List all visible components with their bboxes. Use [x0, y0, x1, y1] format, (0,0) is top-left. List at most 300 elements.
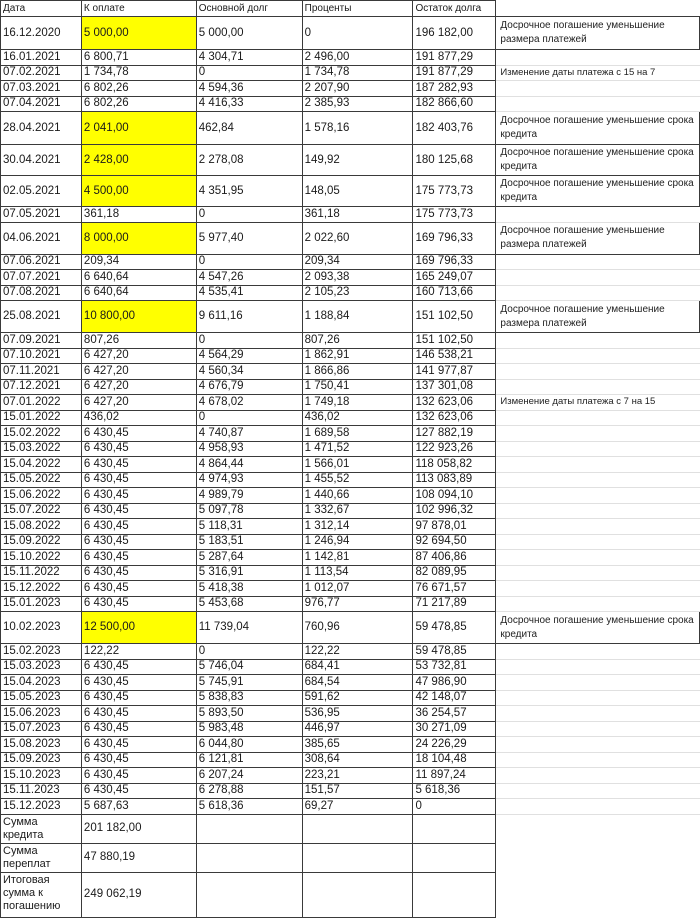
interest-cell[interactable]: 536,95 [302, 706, 413, 722]
payment-cell[interactable]: 12 500,00 [81, 612, 196, 644]
principal-cell[interactable]: 4 958,93 [196, 441, 302, 457]
empty-cell[interactable] [413, 814, 496, 843]
balance-cell[interactable]: 191 877,29 [413, 65, 496, 81]
interest-cell[interactable]: 1 440,66 [302, 488, 413, 504]
interest-cell[interactable]: 1 246,94 [302, 534, 413, 550]
principal-cell[interactable]: 0 [196, 410, 302, 426]
interest-cell[interactable]: 1 862,91 [302, 348, 413, 364]
interest-cell[interactable]: 684,41 [302, 659, 413, 675]
interest-cell[interactable]: 1 749,18 [302, 395, 413, 411]
date-cell[interactable]: 07.01.2022 [1, 395, 82, 411]
date-cell[interactable]: 15.01.2023 [1, 596, 82, 612]
date-cell[interactable]: 07.11.2021 [1, 364, 82, 380]
balance-cell[interactable]: 36 254,57 [413, 706, 496, 722]
note-cell[interactable] [496, 644, 700, 660]
note-cell[interactable] [496, 333, 700, 349]
interest-cell[interactable]: 591,62 [302, 690, 413, 706]
principal-cell[interactable]: 6 044,80 [196, 737, 302, 753]
payment-cell[interactable]: 122,22 [81, 644, 196, 660]
interest-cell[interactable]: 2 385,93 [302, 96, 413, 112]
date-cell[interactable]: 07.05.2021 [1, 207, 82, 223]
principal-cell[interactable]: 5 745,91 [196, 675, 302, 691]
interest-cell[interactable]: 209,34 [302, 254, 413, 270]
balance-cell[interactable]: 132 623,06 [413, 410, 496, 426]
note-cell[interactable] [496, 457, 700, 473]
empty-cell[interactable] [196, 814, 302, 843]
payment-cell[interactable]: 2 041,00 [81, 112, 196, 145]
table-row [1, 112, 700, 145]
date-cell[interactable]: 15.05.2023 [1, 690, 82, 706]
payment-cell[interactable]: 807,26 [81, 333, 196, 349]
payment-cell[interactable]: 6 430,45 [81, 596, 196, 612]
date-cell[interactable]: 15.08.2023 [1, 737, 82, 753]
payment-cell[interactable]: 6 430,45 [81, 783, 196, 799]
note-cell[interactable]: Изменение даты платежа с 15 на 7 [496, 65, 700, 81]
date-cell[interactable]: 15.09.2022 [1, 534, 82, 550]
balance-cell[interactable]: 5 618,36 [413, 783, 496, 799]
date-cell[interactable]: 15.12.2023 [1, 799, 82, 815]
principal-cell[interactable]: 0 [196, 254, 302, 270]
balance-cell[interactable]: 30 271,09 [413, 721, 496, 737]
principal-cell[interactable]: 5 118,31 [196, 519, 302, 535]
table-row [1, 364, 700, 380]
principal-cell[interactable]: 5 316,91 [196, 565, 302, 581]
balance-cell[interactable]: 71 217,89 [413, 596, 496, 612]
payment-cell[interactable]: 6 430,45 [81, 457, 196, 473]
balance-cell[interactable]: 11 897,24 [413, 768, 496, 784]
note-cell[interactable] [496, 207, 700, 223]
interest-cell[interactable]: 436,02 [302, 410, 413, 426]
balance-cell[interactable]: 169 796,33 [413, 254, 496, 270]
balance-cell[interactable]: 24 226,29 [413, 737, 496, 753]
interest-cell[interactable]: 361,18 [302, 207, 413, 223]
date-cell[interactable]: 15.03.2023 [1, 659, 82, 675]
summary-value[interactable]: 249 062,19 [81, 872, 196, 917]
payment-cell[interactable]: 6 427,20 [81, 348, 196, 364]
table-row [1, 145, 700, 176]
principal-cell[interactable]: 4 678,02 [196, 395, 302, 411]
note-cell[interactable]: Изменение даты платежа с 7 на 15 [496, 395, 700, 411]
date-cell[interactable]: 30.04.2021 [1, 145, 82, 176]
date-cell[interactable]: 15.06.2022 [1, 488, 82, 504]
interest-cell[interactable]: 1 689,58 [302, 426, 413, 442]
note-cell[interactable] [496, 472, 700, 488]
interest-cell[interactable]: 122,22 [302, 644, 413, 660]
note-cell[interactable] [496, 690, 700, 706]
principal-cell[interactable]: 0 [196, 644, 302, 660]
header-balance[interactable]: Остаток долга [413, 1, 496, 17]
note-cell[interactable]: Досрочное погашение уменьшение срока кредита [496, 112, 700, 145]
empty-cell[interactable] [196, 872, 302, 917]
principal-cell[interactable]: 4 564,29 [196, 348, 302, 364]
interest-cell[interactable]: 2 105,23 [302, 285, 413, 301]
balance-cell[interactable]: 102 996,32 [413, 503, 496, 519]
empty-note-cell [496, 872, 700, 917]
payment-cell[interactable]: 6 430,45 [81, 659, 196, 675]
empty-cell[interactable] [302, 843, 413, 872]
balance-cell[interactable]: 82 089,95 [413, 565, 496, 581]
principal-cell[interactable]: 0 [196, 333, 302, 349]
note-cell[interactable] [496, 550, 700, 566]
balance-cell[interactable]: 59 478,85 [413, 612, 496, 644]
balance-cell[interactable]: 160 713,66 [413, 285, 496, 301]
principal-cell[interactable]: 4 416,33 [196, 96, 302, 112]
empty-note-cell [496, 814, 700, 843]
principal-cell[interactable]: 5 287,64 [196, 550, 302, 566]
balance-cell[interactable]: 0 [413, 799, 496, 815]
principal-cell[interactable]: 5 746,04 [196, 659, 302, 675]
balance-cell[interactable]: 137 301,08 [413, 379, 496, 395]
interest-cell[interactable]: 1 566,01 [302, 457, 413, 473]
payment-cell[interactable]: 6 800,71 [81, 50, 196, 66]
summary-row [1, 872, 700, 917]
balance-cell[interactable]: 151 102,50 [413, 301, 496, 333]
date-cell[interactable]: 15.07.2022 [1, 503, 82, 519]
interest-cell[interactable]: 2 022,60 [302, 222, 413, 254]
note-cell[interactable] [496, 581, 700, 597]
principal-cell[interactable]: 5 983,48 [196, 721, 302, 737]
principal-cell[interactable]: 462,84 [196, 112, 302, 145]
empty-cell[interactable] [413, 843, 496, 872]
note-cell[interactable] [496, 519, 700, 535]
summary-value[interactable]: 201 182,00 [81, 814, 196, 843]
interest-cell[interactable]: 0 [302, 17, 413, 50]
payment-cell[interactable]: 8 000,00 [81, 222, 196, 254]
date-cell[interactable]: 15.02.2022 [1, 426, 82, 442]
date-cell[interactable]: 07.03.2021 [1, 81, 82, 97]
balance-cell[interactable]: 146 538,21 [413, 348, 496, 364]
principal-cell[interactable]: 4 864,44 [196, 457, 302, 473]
interest-cell[interactable]: 760,96 [302, 612, 413, 644]
summary-label: Сумма кредита [1, 814, 82, 843]
header-date[interactable]: Дата [1, 1, 82, 17]
payment-cell[interactable]: 436,02 [81, 410, 196, 426]
principal-cell[interactable]: 2 278,08 [196, 145, 302, 176]
interest-cell[interactable]: 149,92 [302, 145, 413, 176]
balance-cell[interactable]: 76 671,57 [413, 581, 496, 597]
date-cell[interactable]: 10.02.2023 [1, 612, 82, 644]
interest-cell[interactable]: 1 578,16 [302, 112, 413, 145]
interest-cell[interactable]: 69,27 [302, 799, 413, 815]
principal-cell[interactable]: 4 676,79 [196, 379, 302, 395]
summary-value[interactable]: 47 880,19 [81, 843, 196, 872]
note-cell[interactable]: Досрочное погашение уменьшение размера платежей [496, 301, 700, 333]
interest-cell[interactable]: 2 207,90 [302, 81, 413, 97]
principal-cell[interactable]: 4 547,26 [196, 270, 302, 286]
table-row [1, 333, 700, 349]
balance-cell[interactable]: 127 882,19 [413, 426, 496, 442]
note-cell[interactable] [496, 254, 700, 270]
header-interest[interactable]: Проценты [302, 1, 413, 17]
interest-cell[interactable]: 446,97 [302, 721, 413, 737]
note-cell[interactable] [496, 426, 700, 442]
date-cell[interactable]: 15.12.2022 [1, 581, 82, 597]
interest-cell[interactable]: 1 332,67 [302, 503, 413, 519]
payment-cell[interactable]: 6 430,45 [81, 675, 196, 691]
principal-cell[interactable]: 5 097,78 [196, 503, 302, 519]
date-cell[interactable]: 15.09.2023 [1, 752, 82, 768]
note-cell[interactable] [496, 441, 700, 457]
principal-cell[interactable]: 5 893,50 [196, 706, 302, 722]
date-cell[interactable]: 15.02.2023 [1, 644, 82, 660]
note-cell[interactable] [496, 488, 700, 504]
principal-cell[interactable]: 4 974,93 [196, 472, 302, 488]
interest-cell[interactable]: 807,26 [302, 333, 413, 349]
table-row [1, 207, 700, 223]
note-cell[interactable] [496, 534, 700, 550]
date-cell[interactable]: 04.06.2021 [1, 222, 82, 254]
interest-cell[interactable]: 2 093,38 [302, 270, 413, 286]
note-cell[interactable]: Досрочное погашение уменьшение срока кредита [496, 612, 700, 644]
principal-cell[interactable]: 0 [196, 65, 302, 81]
payment-cell[interactable]: 6 430,45 [81, 441, 196, 457]
principal-cell[interactable]: 5 838,83 [196, 690, 302, 706]
note-cell[interactable] [496, 768, 700, 784]
date-cell[interactable]: 15.11.2022 [1, 565, 82, 581]
balance-cell[interactable]: 92 694,50 [413, 534, 496, 550]
table-row [1, 706, 700, 722]
note-cell[interactable] [496, 565, 700, 581]
balance-cell[interactable]: 132 623,06 [413, 395, 496, 411]
principal-cell[interactable]: 4 560,34 [196, 364, 302, 380]
note-cell[interactable] [496, 81, 700, 97]
note-cell[interactable] [496, 503, 700, 519]
principal-cell[interactable]: 5 453,68 [196, 596, 302, 612]
date-cell[interactable]: 07.10.2021 [1, 348, 82, 364]
note-cell[interactable]: Досрочное погашение уменьшение срока кредита [496, 145, 700, 176]
interest-cell[interactable]: 1 113,54 [302, 565, 413, 581]
date-cell[interactable]: 07.12.2021 [1, 379, 82, 395]
payment-cell[interactable]: 4 500,00 [81, 176, 196, 207]
interest-cell[interactable]: 1 312,14 [302, 519, 413, 535]
principal-cell[interactable]: 4 594,36 [196, 81, 302, 97]
principal-cell[interactable]: 5 000,00 [196, 17, 302, 50]
note-cell[interactable] [496, 50, 700, 66]
payment-cell[interactable]: 5 687,63 [81, 799, 196, 815]
note-cell[interactable] [496, 379, 700, 395]
empty-cell[interactable] [302, 872, 413, 917]
date-cell[interactable]: 16.12.2020 [1, 17, 82, 50]
principal-cell[interactable]: 4 304,71 [196, 50, 302, 66]
balance-cell[interactable]: 182 866,60 [413, 96, 496, 112]
date-cell[interactable]: 07.02.2021 [1, 65, 82, 81]
interest-cell[interactable]: 1 750,41 [302, 379, 413, 395]
principal-cell[interactable]: 5 977,40 [196, 222, 302, 254]
interest-cell[interactable]: 976,77 [302, 596, 413, 612]
note-cell[interactable] [496, 783, 700, 799]
interest-cell[interactable]: 684,54 [302, 675, 413, 691]
date-cell[interactable]: 15.10.2023 [1, 768, 82, 784]
payment-cell[interactable]: 6 430,45 [81, 426, 196, 442]
payment-cell[interactable]: 6 430,45 [81, 690, 196, 706]
interest-cell[interactable]: 223,21 [302, 768, 413, 784]
date-cell[interactable]: 15.05.2022 [1, 472, 82, 488]
payment-cell[interactable]: 6 430,45 [81, 721, 196, 737]
balance-cell[interactable]: 182 403,76 [413, 112, 496, 145]
payment-cell[interactable]: 5 000,00 [81, 17, 196, 50]
principal-cell[interactable]: 4 351,95 [196, 176, 302, 207]
payment-cell[interactable]: 6 640,64 [81, 270, 196, 286]
balance-cell[interactable]: 59 478,85 [413, 644, 496, 660]
payment-cell[interactable]: 209,34 [81, 254, 196, 270]
interest-cell[interactable]: 1 471,52 [302, 441, 413, 457]
table-row [1, 534, 700, 550]
payment-cell[interactable]: 6 430,45 [81, 581, 196, 597]
note-cell[interactable] [496, 270, 700, 286]
payment-cell[interactable]: 6 430,45 [81, 472, 196, 488]
table-row [1, 410, 700, 426]
payment-cell[interactable]: 6 427,20 [81, 364, 196, 380]
balance-cell[interactable]: 165 249,07 [413, 270, 496, 286]
note-cell[interactable] [496, 675, 700, 691]
note-cell[interactable] [496, 659, 700, 675]
note-cell[interactable] [496, 410, 700, 426]
date-cell[interactable]: 15.10.2022 [1, 550, 82, 566]
balance-cell[interactable]: 141 977,87 [413, 364, 496, 380]
table-row [1, 519, 700, 535]
payment-cell[interactable]: 6 430,45 [81, 534, 196, 550]
balance-cell[interactable]: 187 282,93 [413, 81, 496, 97]
principal-cell[interactable]: 5 183,51 [196, 534, 302, 550]
empty-cell[interactable] [196, 843, 302, 872]
payment-cell[interactable]: 6 430,45 [81, 752, 196, 768]
balance-cell[interactable]: 118 058,82 [413, 457, 496, 473]
header-principal[interactable]: Основной долг [196, 1, 302, 17]
table-row [1, 783, 700, 799]
date-cell[interactable]: 15.07.2023 [1, 721, 82, 737]
interest-cell[interactable]: 151,57 [302, 783, 413, 799]
date-cell[interactable]: 07.06.2021 [1, 254, 82, 270]
balance-cell[interactable]: 47 986,90 [413, 675, 496, 691]
payment-cell[interactable]: 6 430,45 [81, 706, 196, 722]
date-cell[interactable]: 16.01.2021 [1, 50, 82, 66]
note-cell[interactable] [496, 285, 700, 301]
note-cell[interactable] [496, 96, 700, 112]
balance-cell[interactable]: 97 878,01 [413, 519, 496, 535]
payment-cell[interactable]: 6 430,45 [81, 768, 196, 784]
principal-cell[interactable]: 5 418,38 [196, 581, 302, 597]
date-cell[interactable]: 07.04.2021 [1, 96, 82, 112]
interest-cell[interactable]: 308,64 [302, 752, 413, 768]
principal-cell[interactable]: 0 [196, 207, 302, 223]
date-cell[interactable]: 28.04.2021 [1, 112, 82, 145]
table-row [1, 550, 700, 566]
payment-cell[interactable]: 6 802,26 [81, 81, 196, 97]
principal-cell[interactable]: 6 278,88 [196, 783, 302, 799]
balance-cell[interactable]: 151 102,50 [413, 333, 496, 349]
payment-cell[interactable]: 6 640,64 [81, 285, 196, 301]
principal-cell[interactable]: 6 121,81 [196, 752, 302, 768]
note-cell[interactable] [496, 752, 700, 768]
payment-cell[interactable]: 10 800,00 [81, 301, 196, 333]
balance-cell[interactable]: 122 923,26 [413, 441, 496, 457]
header-notes[interactable] [496, 1, 700, 17]
principal-cell[interactable]: 5 618,36 [196, 799, 302, 815]
balance-cell[interactable]: 18 104,48 [413, 752, 496, 768]
interest-cell[interactable]: 1 012,07 [302, 581, 413, 597]
payment-cell[interactable]: 6 430,45 [81, 737, 196, 753]
balance-cell[interactable]: 169 796,33 [413, 222, 496, 254]
payment-cell[interactable]: 361,18 [81, 207, 196, 223]
interest-cell[interactable]: 1 734,78 [302, 65, 413, 81]
payment-cell[interactable]: 6 430,45 [81, 550, 196, 566]
date-cell[interactable]: 15.01.2022 [1, 410, 82, 426]
balance-cell[interactable]: 108 094,10 [413, 488, 496, 504]
note-cell[interactable]: Досрочное погашение уменьшение размера платежей [496, 17, 700, 50]
interest-cell[interactable]: 1 142,81 [302, 550, 413, 566]
date-cell[interactable]: 15.11.2023 [1, 783, 82, 799]
balance-cell[interactable]: 175 773,73 [413, 207, 496, 223]
balance-cell[interactable]: 175 773,73 [413, 176, 496, 207]
interest-cell[interactable]: 1 866,86 [302, 364, 413, 380]
date-cell[interactable]: 07.08.2021 [1, 285, 82, 301]
note-cell[interactable] [496, 721, 700, 737]
payment-cell[interactable]: 6 430,45 [81, 503, 196, 519]
note-cell[interactable] [496, 799, 700, 815]
note-cell[interactable] [496, 596, 700, 612]
interest-cell[interactable]: 1 188,84 [302, 301, 413, 333]
note-cell[interactable] [496, 706, 700, 722]
payment-cell[interactable]: 6 430,45 [81, 519, 196, 535]
note-cell[interactable]: Досрочное погашение уменьшение размера платежей [496, 222, 700, 254]
date-cell[interactable]: 15.03.2022 [1, 441, 82, 457]
date-cell[interactable]: 15.06.2023 [1, 706, 82, 722]
interest-cell[interactable]: 385,65 [302, 737, 413, 753]
principal-cell[interactable]: 11 739,04 [196, 612, 302, 644]
table-row [1, 395, 700, 411]
note-cell[interactable] [496, 737, 700, 753]
empty-cell[interactable] [413, 872, 496, 917]
header-payment[interactable]: К оплате [81, 1, 196, 17]
date-cell[interactable]: 02.05.2021 [1, 176, 82, 207]
date-cell[interactable]: 25.08.2021 [1, 301, 82, 333]
payment-cell[interactable]: 1 734,78 [81, 65, 196, 81]
principal-cell[interactable]: 4 740,87 [196, 426, 302, 442]
payment-cell[interactable]: 6 430,45 [81, 488, 196, 504]
note-cell[interactable] [496, 348, 700, 364]
balance-cell[interactable]: 87 406,86 [413, 550, 496, 566]
date-cell[interactable]: 15.04.2023 [1, 675, 82, 691]
balance-cell[interactable]: 196 182,00 [413, 17, 496, 50]
principal-cell[interactable]: 9 611,16 [196, 301, 302, 333]
date-cell[interactable]: 15.08.2022 [1, 519, 82, 535]
balance-cell[interactable]: 42 148,07 [413, 690, 496, 706]
note-cell[interactable] [496, 364, 700, 380]
empty-cell[interactable] [302, 814, 413, 843]
interest-cell[interactable]: 2 496,00 [302, 50, 413, 66]
date-cell[interactable]: 07.09.2021 [1, 333, 82, 349]
principal-cell[interactable]: 6 207,24 [196, 768, 302, 784]
balance-cell[interactable]: 113 083,89 [413, 472, 496, 488]
interest-cell[interactable]: 1 455,52 [302, 472, 413, 488]
balance-cell[interactable]: 53 732,81 [413, 659, 496, 675]
balance-cell[interactable]: 180 125,68 [413, 145, 496, 176]
balance-cell[interactable]: 191 877,29 [413, 50, 496, 66]
payment-cell[interactable]: 6 427,20 [81, 379, 196, 395]
payment-cell[interactable]: 6 430,45 [81, 565, 196, 581]
principal-cell[interactable]: 4 989,79 [196, 488, 302, 504]
table-row [1, 441, 700, 457]
table-row [1, 285, 700, 301]
payment-cell[interactable]: 6 802,26 [81, 96, 196, 112]
payment-cell[interactable]: 2 428,00 [81, 145, 196, 176]
principal-cell[interactable]: 4 535,41 [196, 285, 302, 301]
date-cell[interactable]: 15.04.2022 [1, 457, 82, 473]
date-cell[interactable]: 07.07.2021 [1, 270, 82, 286]
interest-cell[interactable]: 148,05 [302, 176, 413, 207]
note-cell[interactable]: Досрочное погашение уменьшение срока кредита [496, 176, 700, 207]
payment-cell[interactable]: 6 427,20 [81, 395, 196, 411]
